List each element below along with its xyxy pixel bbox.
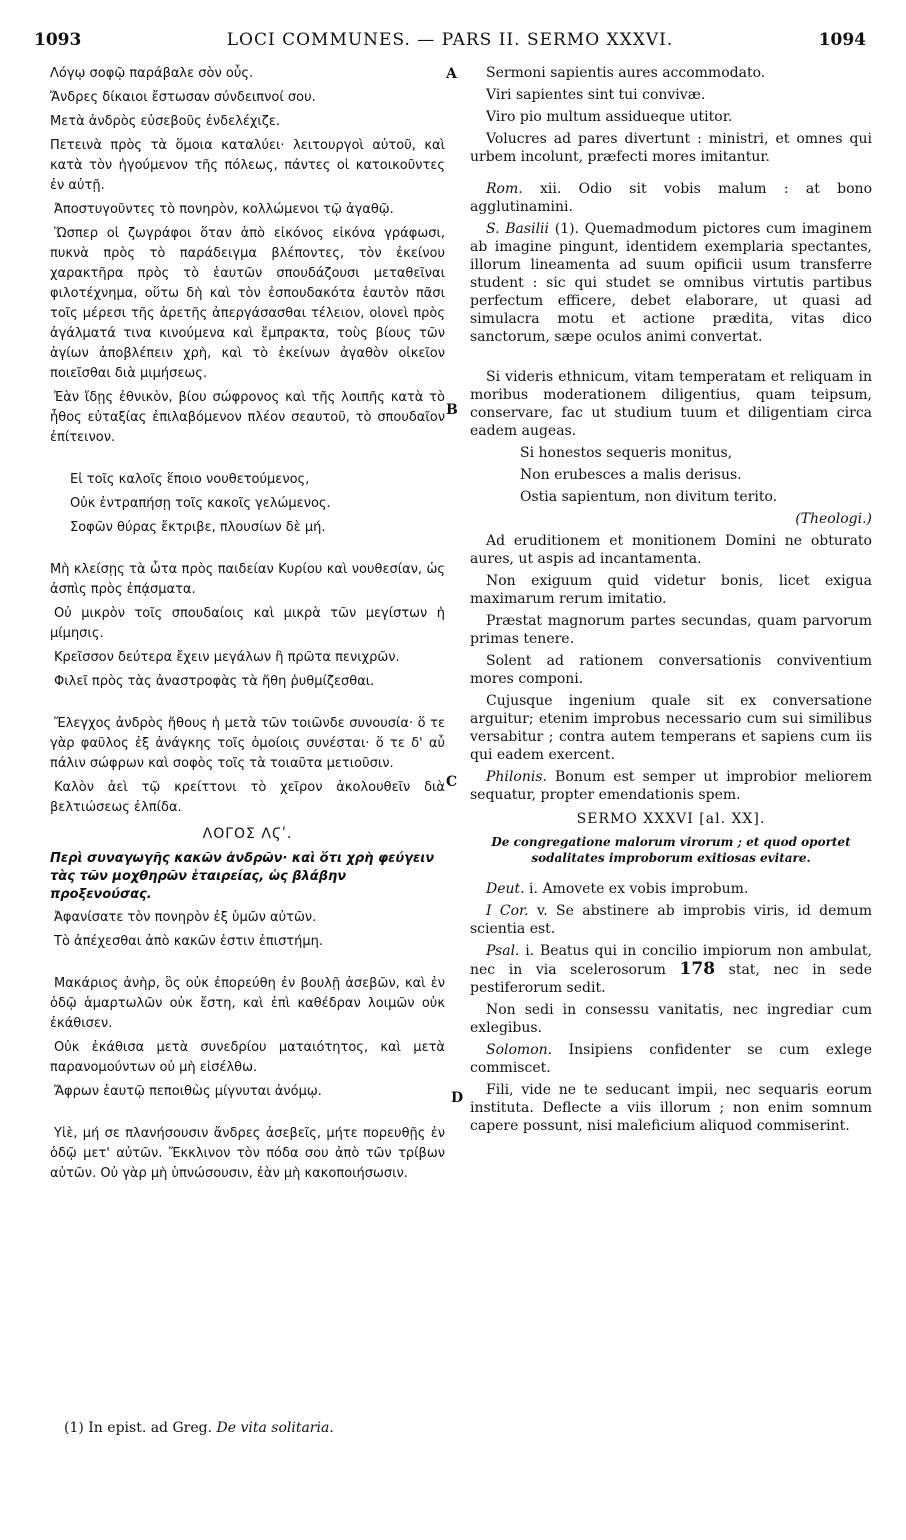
latin-text: xii. Odio sit vobis malum : at bono agglutinamini.: [470, 181, 872, 215]
greek-paragraph: Φιλεῖ πρὸς τὰς ἀναστροφὰς τὰ ἤθη ῥυθμίζεσθαι.: [54, 674, 375, 689]
source-reference: Solomon.: [486, 1042, 553, 1058]
column-number: 178: [679, 959, 716, 979]
latin-paragraph: Viro pio multum assidueque utitor.: [486, 109, 733, 125]
latin-text: i. Beatus qui in concilio impiorum non ambulat, nec in via scelerosorum: [470, 943, 872, 978]
latin-paragraph: [470, 220, 872, 346]
greek-paragraph: Μετὰ ἀνδρὸς εὐσεβοῦς ἐνδελέχιζε.: [50, 114, 281, 129]
greek-paragraph: Υἱὲ, μή σε πλανήσουσιν ἄνδρες ἀσεβεῖς, μήτε πορευθῇς ἐν ὁδῷ μετ' αὐτῶν. Ἔκκλινον τὸν πόδα σου ἀπὸ τῶν τρίβων αὐτῶν. Οὐ γὰρ μὴ ὑπνώσουσιν, ἐὰν μὴ κακοποιήσωσιν.: [50, 1126, 445, 1181]
greek-paragraph: Ἐὰν ἴδῃς ἐθνικὸν, βίου σώφρονος καὶ τῆς λοιπῆς κατὰ τὸ ἦθος εὐταξίας ἐπιλαβόμενον πλέον σεαυτοῦ, τὸ σπουδαῖον ἐπίτεινον.: [50, 390, 445, 445]
latin-paragraph: Cujusque ingenium quale sit ex conversatione arguitur; etenim improbus necessario cum sui similibus versabitur ; contra autem temperans et sapiens cum iis qui eadem exercent.: [470, 693, 872, 763]
latin-paragraph: [470, 768, 872, 804]
footnote-text: (1) In epist. ad Greg.: [64, 1420, 217, 1436]
page-number-right: 1094: [818, 30, 866, 50]
latin-paragraph: Solent ad rationem conversationis conviventium mores componi.: [470, 653, 872, 687]
greek-verses: [50, 470, 445, 538]
footnote: [64, 1420, 334, 1436]
greek-paragraph: Λόγῳ σοφῷ παράβαλε σὸν οὖς.: [50, 66, 254, 81]
latin-paragraph: Si videris ethnicum, vitam temperatam et reliquam in moribus moderationem diligentius, quam teipsum, conservare, fac ut studium tuum et diligentiam circa eadem augeas.: [470, 369, 872, 439]
attribution-theologi: (Theologi.): [795, 511, 872, 527]
margin-marker-a: A: [446, 66, 457, 82]
source-reference: S. Basilii: [486, 221, 549, 237]
source-reference: I Cor.: [486, 903, 529, 919]
latin-text: v. Se abstinere ab improbis viris, id demum scientia est.: [470, 903, 873, 937]
latin-paragraph: Fili, vide ne te seducant impii, nec sequaris eorum instituta. Deflecte a viis illorum ; non enim somnum capere possunt, nisi maleficium aliquod commiserint.: [470, 1082, 872, 1134]
latin-text: Insipiens confidenter se cum exlege commiscet.: [470, 1042, 872, 1076]
greek-paragraph: Οὐκ ἐκάθισα μετὰ συνεδρίου ματαιότητος, καὶ μετὰ παρανομούντων οὐ μὴ εἰσέλθω.: [50, 1040, 445, 1075]
greek-paragraph: Μὴ κλείσῃς τὰ ὦτα πρὸς παιδείαν Κυρίου καὶ νουθεσίαν, ὡς ἀσπὶς πρὸς ἐπᾴσματα.: [50, 562, 445, 597]
greek-sermon-title: Περὶ συναγωγῆς κακῶν ἀνδρῶν· καὶ ὅτι χρὴ φεύγειν τὰς τῶν μοχθηρῶν ἑταιρείας, ὡς βλάβην προξενούσας.: [50, 851, 435, 902]
latin-paragraph: Non exiguum quid videtur bonis, licet exigua maximarum rerum imitatio.: [470, 573, 872, 607]
greek-paragraph: Κρεῖσσον δεύτερα ἔχειν μεγάλων ἢ πρῶτα πενιχρῶν.: [54, 650, 400, 665]
latin-sermon-title: De congregatione malorum virorum ; et quod oportet sodalitates improborum exitiosas evitare.: [491, 835, 851, 865]
greek-verse: Σοφῶν θύρας ἔκτριβε, πλουσίων δὲ μή.: [70, 520, 326, 535]
greek-paragraph: Καλὸν ἀεὶ τῷ κρείττονι τὸ χεῖρον ἀκολουθεῖν διὰ βελτιώσεως ἐλπίδα.: [50, 780, 445, 815]
greek-paragraph: Ἄφρων ἑαυτῷ πεποιθὼς μίγνυται ἀνόμῳ.: [54, 1084, 322, 1099]
latin-paragraph: [470, 1041, 872, 1077]
footnote-title: De vita solitaria.: [216, 1420, 334, 1436]
greek-paragraph: Πετεινὰ πρὸς τὰ ὅμοια καταλύει· λειτουργοὶ αὐτοῦ, καὶ κατὰ τὸν ἡγούμενον τῆς πόλεως, πάντες οἱ κατοικοῦντες ἐν αὐτῇ.: [50, 138, 445, 193]
greek-paragraph: Ὥσπερ οἱ ζωγράφοι ὅταν ἀπὸ εἰκόνος εἰκόνα γράφωσι, πυκνὰ πρὸς τὸ παράδειγμα βλέποντες, τὸν ἐκείνου χαρακτῆρα πρὸς τὸ ἑαυτῶν σπουδάζουσι μεταθεῖναι φιλοτέχνημα, οὕτω δὴ καὶ τὸν ἐσπουδακότα ἑαυτὸν πᾶσι τοῖς μέρεσι τῆς ἀρετῆς ἀπεργάσασθαι τέλειον, οἱονεὶ πρὸς ἀγάλματά τινα κινούμενα καὶ ἔμπρακτα, τοὺς βίους τῶν ἁγίων ἀποβλέπειν χρὴ, καὶ τὸ ἐκείνων ἀγαθὸν οἰκεῖον ποιεῖσθαι διὰ μιμήσεως.: [50, 226, 445, 381]
greek-paragraph: Μακάριος ἀνὴρ, ὃς οὐκ ἐπορεύθη ἐν βουλῇ ἀσεβῶν, καὶ ἐν ὁδῷ ἁμαρτωλῶν οὐκ ἔστη, καὶ ἐπὶ καθέδραν λοιμῶν οὐκ ἐκάθισεν.: [50, 976, 445, 1031]
margin-marker-d: D: [451, 1090, 464, 1106]
latin-text: stat, nec in sede pestiferorum sedit.: [470, 962, 873, 996]
latin-sermon-heading: SERMO XXXVI [al. XX].: [576, 811, 766, 827]
greek-verse: Οὐκ ἐντραπήσῃ τοῖς κακοῖς γελώμενος.: [70, 496, 331, 511]
greek-column: [50, 64, 445, 1188]
latin-verse: Si honestos sequeris monitus,: [520, 445, 733, 461]
latin-paragraph: Non sedi in consessu vanitatis, nec ingrediar cum exlegibus.: [470, 1002, 872, 1036]
margin-marker-b: B: [446, 402, 458, 418]
latin-verse: Ostia sapientum, non divitum terito.: [520, 489, 778, 505]
running-title: LOCI COMMUNES. — PARS II. SERMO XXXVI.: [226, 30, 674, 50]
latin-paragraph: [470, 880, 872, 898]
latin-verses: [470, 444, 872, 506]
latin-verse: Non erubesces a malis derisus.: [520, 467, 742, 483]
latin-paragraph: Præstat magnorum partes secundas, quam parvorum primas tenere.: [470, 613, 872, 647]
greek-paragraph: Ἔλεγχος ἀνδρὸς ἤθους ἡ μετὰ τῶν τοιῶνδε συνουσία· ὅ τε γὰρ φαῦλος ἐξ ἀνάγκης τοῖς ὁμοίοις συνέσται· ὅ τε δ' αὖ πάλιν σώφρων καὶ σοφὸς τοῖς τὰ τοιαῦτα μετιοῦσιν.: [50, 716, 445, 771]
greek-sermon-heading: ΛΟΓΟΣ ΛϚʹ.: [202, 826, 293, 842]
source-reference: Rom.: [486, 181, 523, 197]
greek-paragraph: Ἀποστυγοῦντες τὸ πονηρὸν, κολλώμενοι τῷ ἀγαθῷ.: [54, 202, 394, 217]
source-reference: Psal.: [486, 943, 520, 959]
latin-paragraph: [470, 942, 872, 997]
latin-paragraph: Viri sapientes sint tui convivæ.: [486, 87, 706, 103]
latin-paragraph: [470, 902, 872, 938]
latin-paragraph: [470, 180, 872, 216]
greek-paragraph: Ἄνδρες δίκαιοι ἔστωσαν σύνδειπνοί σου.: [50, 90, 316, 105]
source-reference: Philonis.: [486, 769, 547, 785]
source-reference: Deut.: [486, 881, 525, 897]
page-number-left: 1093: [34, 30, 82, 50]
page-header: [34, 30, 866, 58]
latin-text: (1). Quemadmodum pictores cum imaginem ab imagine pingunt, identidem exemplaria spectantes, illorum lineamenta ad suum opificii usum transferre student : sic qui studet se omnibus virtutis partibus perfectum efficere, debet elaborare, ut quasi ad simulacra motu et actione prædita, vitas dico sanctorum, sæpe oculos animi convertat.: [470, 221, 872, 345]
margin-marker-c: C: [446, 774, 458, 790]
latin-paragraph: Volucres ad pares divertunt : ministri, et omnes qui urbem incolunt, præfecti mores imitantur.: [470, 131, 872, 165]
latin-text: i. Amovete ex vobis improbum.: [524, 881, 749, 897]
greek-paragraph: Τὸ ἀπέχεσθαι ἀπὸ κακῶν ἐστιν ἐπιστήμη.: [54, 934, 324, 949]
latin-column: [470, 64, 872, 1139]
latin-text: Bonum est semper ut improbior meliorem sequatur, propter emendationis spem.: [470, 769, 872, 803]
greek-verse: Εἰ τοῖς καλοῖς ἕποιο νουθετούμενος,: [70, 472, 310, 487]
latin-paragraph: Sermoni sapientis aures accommodato.: [486, 65, 766, 81]
latin-paragraph: Ad eruditionem et monitionem Domini ne obturato aures, ut aspis ad incantamenta.: [470, 533, 872, 567]
greek-paragraph: Οὐ μικρὸν τοῖς σπουδαίοις καὶ μικρὰ τῶν μεγίστων ἡ μίμησις.: [50, 606, 445, 641]
greek-paragraph: Ἀφανίσατε τὸν πονηρὸν ἐξ ὑμῶν αὐτῶν.: [54, 910, 317, 925]
